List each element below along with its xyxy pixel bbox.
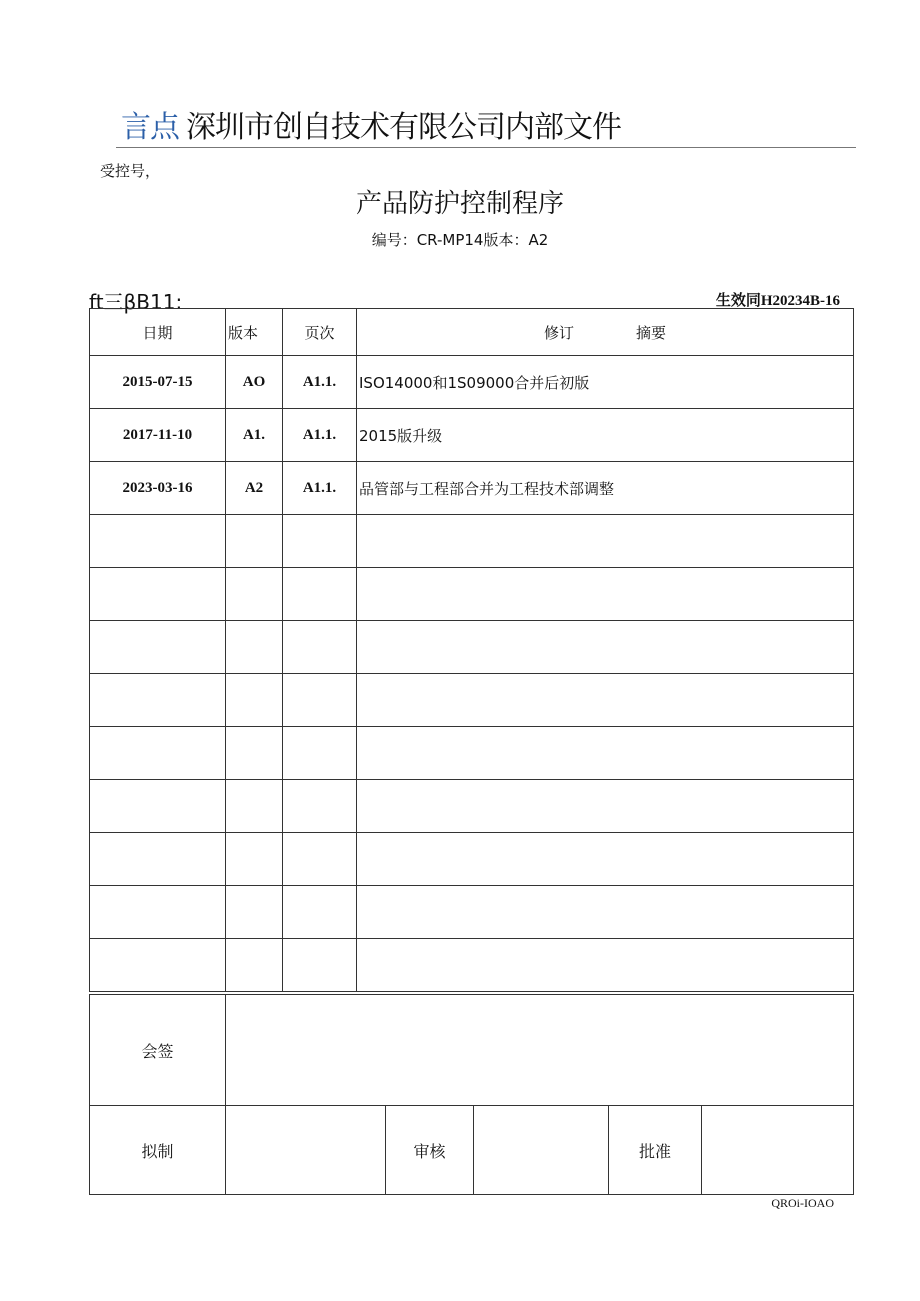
form-code: QROi-IOAO: [771, 1196, 834, 1210]
signoff-table: [89, 994, 854, 1195]
cell-summary: [357, 833, 854, 886]
cell-version: [226, 780, 283, 833]
col-header-page: 页次: [283, 309, 357, 356]
table-row: [90, 515, 854, 568]
cell-summary: [357, 727, 854, 780]
cell-page: [283, 568, 357, 621]
cell-version: [226, 727, 283, 780]
cell-version: AO: [226, 356, 283, 409]
table-row: [90, 621, 854, 674]
cell-summary: [357, 939, 854, 992]
cell-version: [226, 674, 283, 727]
cell-page: [283, 886, 357, 939]
cell-date: 2017-11-10: [90, 409, 226, 462]
cell-date: [90, 833, 226, 886]
cell-page: [283, 727, 357, 780]
cell-date: 2023-03-16: [90, 462, 226, 515]
cell-version: [226, 886, 283, 939]
cell-version: [226, 515, 283, 568]
cell-version: [226, 833, 283, 886]
cell-date: [90, 886, 226, 939]
reviewed-label: 审核: [386, 1106, 474, 1195]
approved-field[interactable]: [702, 1106, 854, 1195]
table-row: [90, 727, 854, 780]
cell-summary: [357, 674, 854, 727]
cell-date: [90, 727, 226, 780]
cell-summary: [357, 568, 854, 621]
cell-date: [90, 515, 226, 568]
table-row: [90, 886, 854, 939]
reviewed-field[interactable]: [474, 1106, 609, 1195]
col-header-date: 日期: [90, 309, 226, 356]
cell-date: [90, 780, 226, 833]
cell-summary: [357, 515, 854, 568]
approved-label: 批准: [609, 1106, 702, 1195]
table-row: [90, 462, 854, 515]
cell-summary: [357, 886, 854, 939]
cell-summary: ISO14000和1S09000合并后初版: [357, 356, 854, 409]
cell-version: [226, 568, 283, 621]
col-header-summary-a: 修订: [543, 323, 574, 342]
approval-row: [90, 1106, 854, 1195]
cell-page: [283, 833, 357, 886]
cell-summary: 品管部与工程部合并为工程技术部调整: [357, 462, 854, 515]
cell-date: [90, 674, 226, 727]
cell-date: [90, 621, 226, 674]
cell-date: [90, 568, 226, 621]
table-row: [90, 674, 854, 727]
table-row: [90, 409, 854, 462]
cell-summary: [357, 621, 854, 674]
cell-page: [283, 515, 357, 568]
cell-page: [283, 674, 357, 727]
col-header-version: 版本: [226, 309, 283, 356]
cell-date: [90, 939, 226, 992]
table-row: [90, 780, 854, 833]
control-number-label: 受控号，: [100, 162, 161, 180]
company-title: 深圳市创自技术有限公司内部文件: [186, 110, 621, 145]
page-header-label: ft三βB11:: [89, 290, 183, 314]
table-row: [90, 939, 854, 992]
cell-page: A1.1.: [283, 462, 357, 515]
header-rule: [116, 147, 856, 148]
company-logo: 言点: [121, 110, 179, 145]
cell-page: [283, 939, 357, 992]
table-row: [90, 356, 854, 409]
table-row: [90, 568, 854, 621]
cell-page: [283, 780, 357, 833]
prepared-label: 拟制: [90, 1106, 226, 1195]
cell-version: A1.: [226, 409, 283, 462]
cell-date: 2015-07-15: [90, 356, 226, 409]
table-header-row: [90, 309, 854, 356]
cell-version: [226, 621, 283, 674]
col-header-summary-b: 摘要: [636, 323, 667, 342]
cell-summary: 2015版升级: [357, 409, 854, 462]
countersign-row: [90, 995, 854, 1106]
cell-page: A1.1.: [283, 356, 357, 409]
revision-history-table: [89, 308, 854, 992]
prepared-field[interactable]: [226, 1106, 386, 1195]
document-code-version: 编号：CR-MP14版本：A2: [371, 231, 549, 249]
cell-summary: [357, 780, 854, 833]
document-title: 产品防护控制程序: [355, 189, 564, 219]
countersign-label: 会签: [90, 995, 226, 1106]
countersign-field[interactable]: [226, 995, 854, 1106]
table-row: [90, 833, 854, 886]
cell-page: [283, 621, 357, 674]
effective-date: 生效同H20234B-16: [715, 293, 840, 309]
cell-version: [226, 939, 283, 992]
cell-version: A2: [226, 462, 283, 515]
cell-page: A1.1.: [283, 409, 357, 462]
col-header-summary: [357, 309, 854, 356]
